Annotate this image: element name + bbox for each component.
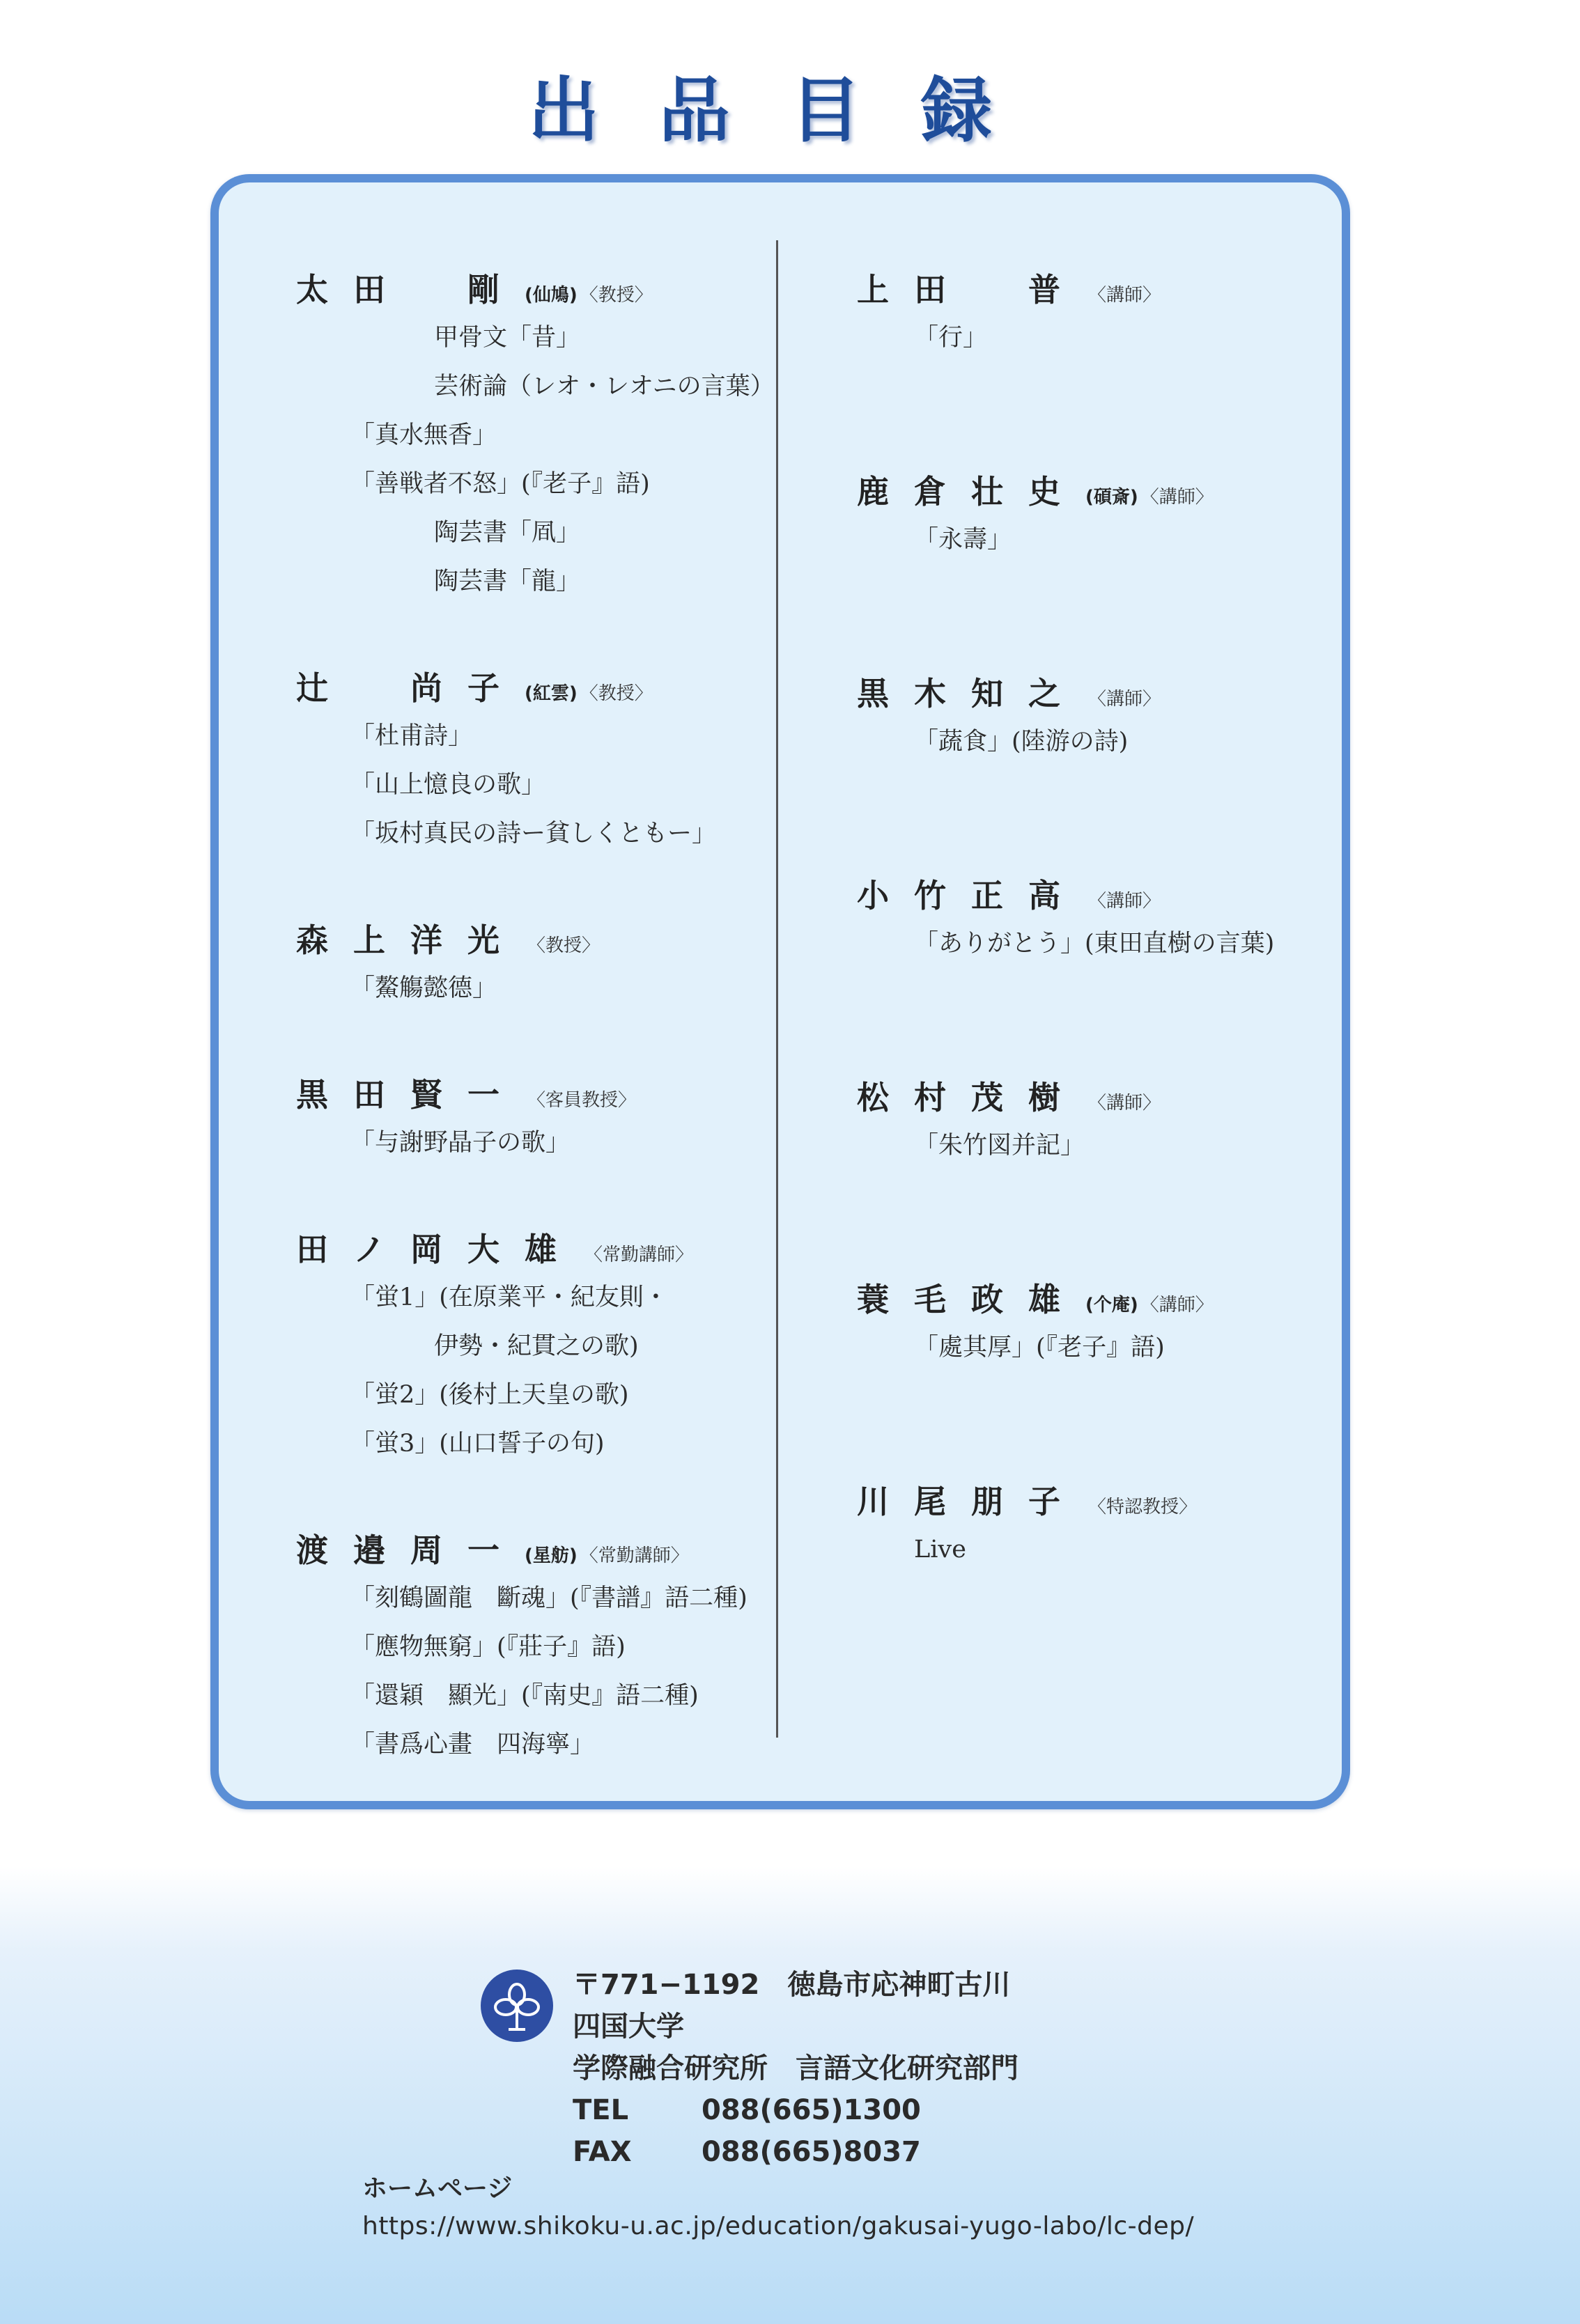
work-item: 「書爲心畫 四海寧」 [350,1731,595,1758]
artist-name: 渡邉周一 [296,1531,525,1569]
artist-name-line [857,1476,1274,1524]
artist-name-line [296,1525,775,1573]
artist-rank: 〈講師〉 [1140,1295,1214,1316]
artist-name: 黒木知之 [857,675,1085,712]
artist-rank: 〈常勤講師〉 [580,1545,689,1566]
homepage-label: ホームページ [362,2174,513,2203]
fax-label: FAX [573,2136,632,2168]
column-divider [776,240,778,1738]
artist-name: 黒田賢一 [296,1076,525,1114]
artist-entry [296,1525,775,1769]
work-item: 陶芸書「凮」 [434,519,581,547]
artist-name-line [857,265,1274,312]
work-item: 「永壽」 [914,526,1012,554]
work-item: 伊勢・紀貫之の歌) [434,1332,639,1360]
artist-entry [857,669,1274,766]
work-list [857,515,1274,564]
artist-entry [296,915,775,1013]
work-item: 「應物無窮」(『莊子』語) [350,1633,626,1661]
page-title: 出品目録 [528,70,1052,153]
artist-name-line [857,1274,1274,1322]
work-item: 「朱竹図并記」 [914,1132,1085,1160]
artist-name: 松村茂樹 [857,1079,1085,1116]
tel-number: 088(665)1300 [702,2094,921,2126]
work-item: 「杜甫詩」 [350,722,473,750]
artist-name: 蓑毛政雄 [857,1281,1085,1318]
artist-name: 田ノ岡大雄 [296,1231,582,1268]
artist-pen-name: (紅雲) [525,683,578,704]
institute-name: 学際融合研究所 言語文化研究部門 [573,2052,1019,2084]
work-list [296,1118,775,1167]
artist-name-line [296,915,775,962]
artist-pen-name: (仙鳩) [525,285,578,306]
work-list [857,717,1274,766]
work-list [296,712,775,858]
work-item: 芸術論（レオ・レオニの言葉） [434,373,775,400]
work-item: 「蛍2」(後村上天皇の歌) [350,1381,629,1409]
work-item: 「善戦者不怒」(『老子』語) [350,470,650,498]
work-item: 陶芸書「龍」 [434,568,581,595]
artist-name-line [857,871,1274,918]
tel-label: TEL [573,2094,629,2126]
artist-entry [857,1274,1274,1372]
work-item: 「山上憶良の歌」 [350,771,546,799]
work-item: 「蔬食」(陸游の詩) [914,728,1129,756]
artist-name: 上田 普 [857,271,1085,309]
artist-name: 太田 剛 [296,271,525,309]
artist-rank: 〈特認教授〉 [1088,1497,1198,1518]
artist-name-line [296,1224,775,1272]
artist-name-line [857,669,1274,716]
artist-rank: 〈講師〉 [1088,1093,1161,1114]
work-item: 「坂村真民の詩ー貧しくともー」 [350,820,717,848]
work-item: 「与謝野晶子の歌」 [350,1129,571,1157]
address-block [573,1964,1019,2173]
artist-entry [857,467,1274,564]
work-item: 「鰲觴懿德」 [350,974,497,1002]
artist-name: 森上洋光 [296,921,525,959]
homepage-url[interactable]: https://www.shikoku-u.ac.jp/education/gakusai-yugo-labo/lc-dep/ [362,2212,1195,2240]
artist-name: 辻 尚子 [296,669,525,707]
artist-pen-name: (个庵) [1085,1295,1138,1316]
artist-name-line [857,467,1274,514]
work-item: 「ありがとう」(東田直樹の言葉) [914,930,1275,958]
artist-rank: 〈講師〉 [1088,689,1161,710]
artist-entry [296,1224,775,1468]
artist-rank: 〈教授〉 [580,683,653,704]
fax-number: 088(665)8037 [702,2136,921,2168]
left-column [296,265,775,1826]
work-item: 「真水無香」 [350,421,497,449]
artist-name: 小竹正高 [857,877,1085,914]
work-item: 「蛍1」(在原業平・紀友則・ [350,1284,668,1311]
artist-name-line [296,663,775,710]
work-list [296,313,775,606]
artist-entry [296,265,775,606]
artist-pen-name: (碩斎) [1085,487,1138,508]
right-column [857,265,1274,1574]
university-name: 四国大学 [573,2011,684,2043]
university-logo-icon [481,1970,553,2042]
artist-name: 川尾朋子 [857,1483,1085,1520]
artist-rank: 〈客員教授〉 [527,1090,637,1111]
work-item: 「處其厚」(『老子』語) [914,1334,1165,1362]
artist-rank: 〈講師〉 [1088,285,1161,306]
artist-entry [857,1073,1274,1170]
work-item: Live [914,1536,966,1563]
work-list [857,919,1274,968]
artist-name-line [296,265,775,312]
artist-name: 鹿倉壮史 [857,473,1085,510]
artist-entry [296,663,775,858]
artist-entry [857,265,1274,362]
artist-pen-name: (星舫) [525,1545,578,1566]
artist-entry [857,871,1274,968]
artist-rank: 〈常勤講師〉 [584,1245,694,1265]
postal-address: 〒771−1192 徳島市応神町古川 [573,1969,1011,2001]
work-item: 「蛍3」(山口誓子の句) [350,1430,605,1458]
artist-rank: 〈教授〉 [580,285,653,306]
work-list [296,1574,775,1769]
artist-name-line [857,1073,1274,1120]
work-list [857,313,1274,362]
work-list [857,1525,1274,1574]
work-list [296,964,775,1013]
homepage-block [362,2170,1194,2245]
artist-rank: 〈講師〉 [1088,891,1161,912]
work-list [296,1273,775,1468]
work-list [857,1323,1274,1372]
work-list [857,1121,1274,1170]
artist-entry [857,1476,1274,1574]
work-item: 甲骨文「昔」 [434,324,581,352]
artist-rank: 〈講師〉 [1140,487,1214,508]
artist-rank: 〈教授〉 [527,935,601,956]
work-item: 「行」 [914,324,988,352]
artist-entry [296,1070,775,1167]
artist-name-line [296,1070,775,1117]
work-item: 「刻鶴圖龍 斷魂」(『書譜』語二種) [350,1584,748,1612]
work-item: 「還穎 顯光」(『南史』語二種) [350,1682,699,1710]
